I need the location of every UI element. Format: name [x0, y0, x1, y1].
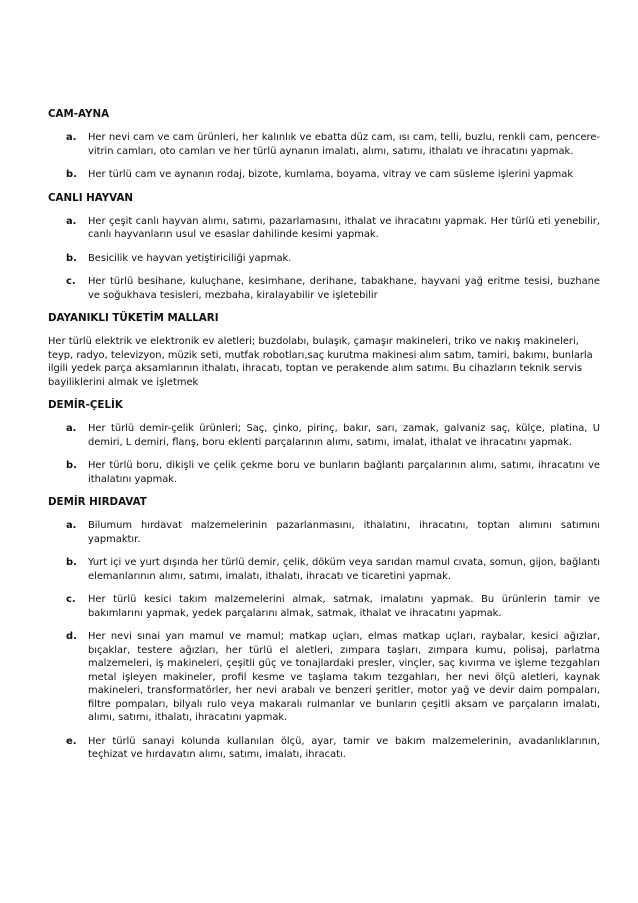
list-marker: b.	[66, 252, 77, 264]
list-item	[48, 215, 600, 242]
list-marker: a.	[66, 215, 77, 227]
section-list	[48, 215, 600, 303]
list-item	[48, 131, 600, 158]
list-marker: a.	[66, 520, 77, 531]
section-heading: CANLI HAYVAN	[48, 191, 134, 204]
list-item	[48, 275, 600, 302]
section-heading: CAM-AYNA	[48, 108, 110, 120]
section-heading: DEMİR-ÇELİK	[48, 399, 123, 411]
list-marker: b.	[66, 557, 77, 568]
list-item	[48, 519, 600, 546]
section-heading: DEMİR HIRDAVAT	[48, 496, 147, 508]
list-item-text: Bilumum hırdavat malzemelerinin pazarlanmasını, ithalatını, ihracatını, toptan alımını satımını yapmaktır.	[88, 520, 600, 545]
list-item	[48, 735, 600, 762]
list-item	[48, 630, 600, 725]
list-marker: c.	[66, 276, 76, 287]
section-list	[48, 131, 600, 182]
list-item-text: Yurt içi ve yurt dışında her türlü demir, çelik, döküm veya sarıdan mamul cıvata, somun, gijon, bağlantı elemanlarının alımı, satımı, imalatı, ithalatı, ihracatı ve ticaretini yapmak.	[88, 557, 600, 582]
list-item-text: Besicilik ve hayvan yetiştiriciliği yapmak.	[88, 252, 292, 264]
section-list	[48, 519, 600, 762]
list-item-text: Her türlü demir-çelik ürünleri; Saç, çinko, pirinç, bakır, sarı, zamak, galvaniz saç, külçe, platina, U demiri, L demiri, flanş, boru eklenti parçalarının alımı, satımı, imalat, ithalat ve ihracatını yapmak.	[88, 423, 600, 448]
section-list	[48, 422, 600, 486]
list-item-text: Her türlü kesici takım malzemelerini almak, satmak, imalatını yapmak. Bu ürünlerin tamir ve bakımlarını yapmak, yedek parçalarını almak, satmak, ithalat ve ihracatını yapmak.	[88, 594, 600, 619]
list-item	[48, 459, 600, 486]
list-marker: d.	[66, 631, 77, 642]
list-item-text: Her türlü sanayi kolunda kullanılan ölçü, ayar, tamir ve bakım malzemelerinin, avadanlıklarının, teçhizat ve hırdavatın alımı, satımı, imalatı, ihracatı.	[88, 735, 600, 760]
list-marker: b.	[66, 169, 77, 180]
section-paragraph: Her türlü elektrik ve elektronik ev aletleri; buzdolabı, bulaşık, çamaşır makineleri, triko ve nakış makineleri, teyp, radyo, televizyon, müzik seti, mutfak robotları,saç kurutma makinesi alım satım, tamiri, bakımı, bunlarla ilgili yedek parça aksamlarının ithalatı, ihracatı, toptan ve perakende alım satımı. Bu cihazların teknik servis bayiliklerini almak ve işletmek	[48, 336, 593, 388]
list-item-text: Her türlü besihane, kuluçhane, kesimhane, derihane, tabakhane, hayvani yağ eritme tesisi, buzhane ve soğukhava tesisleri, mezbaha, kiralayabilir ve işletebilir	[88, 276, 600, 301]
section-heading: DAYANIKLI TÜKETİM MALLARI	[48, 312, 219, 324]
list-item	[48, 556, 600, 583]
list-marker: c.	[66, 594, 76, 605]
list-marker: a.	[66, 132, 77, 143]
list-item	[48, 252, 600, 266]
list-item	[48, 168, 600, 182]
list-item-text: Her nevi sınai yarı mamul ve mamul; matkap uçları, elmas matkap uçları, raybalar, kesici ağızlar, bıçaklar, testere ağızları, her türlü el aletleri, zımpara taşları, zımpara kumu, polisaj, parlatma malzemeleri, iş makineleri, çeşitli güç ve tonajlardaki presler, vinçler, saç kıvırma ve işleme tezgahları metal işleyen makineler, profil kesme ve taşlama takım tezgahları, her nevi ölçü aletleri, kaynak makineleri, transformatörler, her nevi arabalı ve benzeri şeritler, motor yağ ve devir daim pompaları, filtre pompaları, bilyalı rulo veya makaralı rulmanlar ve bunların çeşitli aksam ve parçaların imalatı, alımı, satımı, ithalatı, ihracatını yapmak.	[88, 631, 600, 723]
list-item-text: Her türlü cam ve aynanın rodaj, bizote, kumlama, boyama, vitray ve cam süsleme işlerini yapmak	[88, 169, 574, 180]
list-marker: a.	[66, 423, 77, 434]
list-item-text: Her nevi cam ve cam ürünleri, her kalınlık ve ebatta düz cam, ısı cam, telli, buzlu, renkli cam, pencere-vitrin camları, oto camları ve her türlü aynanın imalatı, alımı, satımı, ithalatı ve ihracatını yapmak.	[88, 132, 600, 157]
list-item-text: Her çeşit canlı hayvan alımı, satımı, pazarlamasını, ithalat ve ihracatını yapmak. Her türlü eti yenebilir, canlı hayvanların usul ve esaslar dahilinde kesimi yapmak.	[88, 215, 600, 240]
list-marker: b.	[66, 460, 77, 471]
list-item	[48, 422, 600, 449]
list-item-text: Her türlü boru, dikişli ve çelik çekme boru ve bunların bağlantı parçalarının alımı, satımı, ihracatını ve ithalatını yapmak.	[88, 460, 600, 485]
list-item	[48, 593, 600, 620]
list-marker: e.	[66, 735, 77, 747]
document-page	[48, 108, 600, 772]
